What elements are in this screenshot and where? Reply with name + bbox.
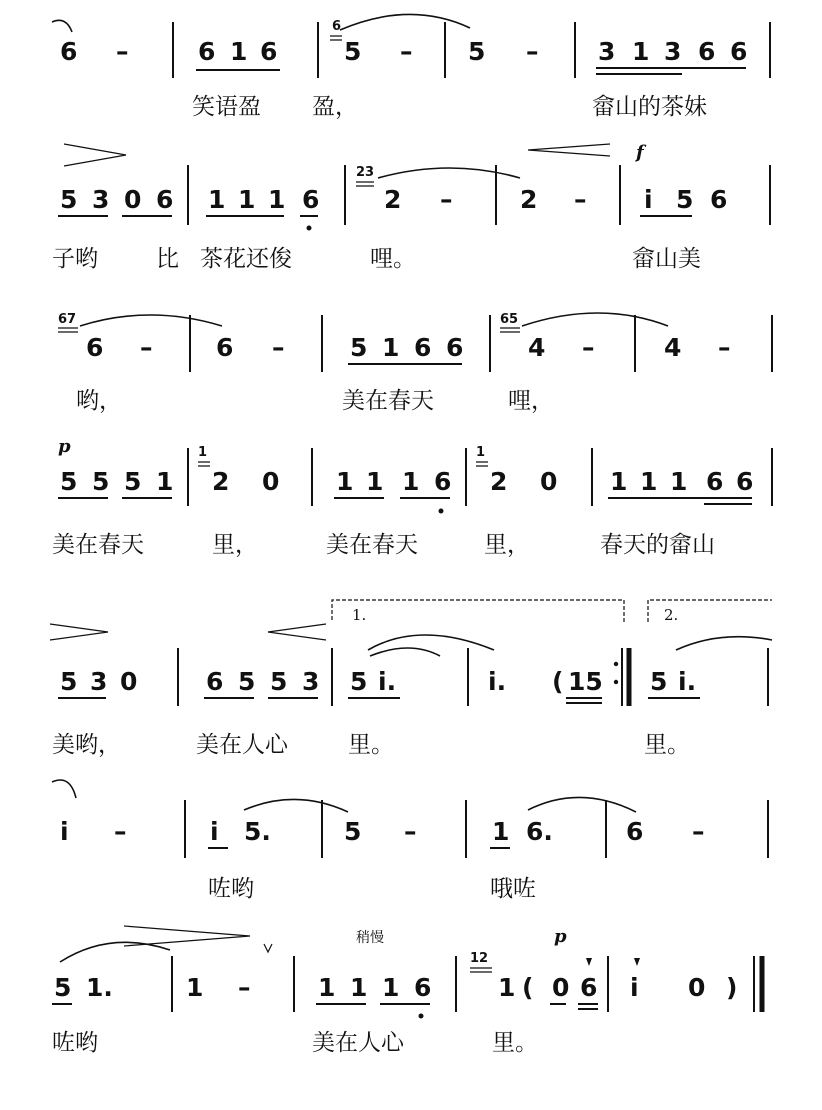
slur [80, 315, 222, 326]
lyric: 哦咗 [490, 876, 536, 902]
lyric: 盈， [312, 94, 358, 120]
breath-mark [264, 944, 272, 952]
score-row-2 [52, 142, 770, 272]
note: 5 [468, 37, 486, 66]
decrescendo-hairpin [64, 144, 126, 166]
note: 1 [336, 467, 354, 496]
note: – [114, 817, 127, 846]
lyric: 里。 [492, 1030, 538, 1056]
note: 5 [60, 467, 78, 496]
crescendo-hairpin [268, 624, 326, 640]
note: ( [522, 973, 534, 1002]
note: i. [678, 667, 697, 696]
grace-note: 12 [470, 951, 489, 966]
note: 6 [414, 973, 432, 1002]
note: 2 [520, 185, 538, 214]
note: 1 [402, 467, 420, 496]
lyric: 美在春天 [52, 532, 144, 558]
lyric: 里。 [644, 732, 690, 758]
lyric: 美在春天 [342, 388, 434, 414]
note: 1 [230, 37, 248, 66]
note: – [116, 37, 129, 66]
note: 0 [552, 973, 570, 1002]
grace-note: 23 [356, 165, 375, 180]
note: ) [726, 973, 738, 1002]
score-row-7 [52, 926, 762, 1056]
note: – [404, 817, 417, 846]
slur [528, 797, 636, 812]
score-row-5 [50, 600, 772, 758]
note: 0 [540, 467, 558, 496]
lyric: 畲山美 [632, 246, 701, 272]
note: 1 [318, 973, 336, 1002]
grace-beam [470, 968, 492, 972]
note: 0 [120, 667, 138, 696]
lower-octave-dot [439, 509, 444, 514]
lyric: 咗哟 [52, 1030, 98, 1056]
note: 0 [688, 973, 706, 1002]
note: 1 [670, 467, 688, 496]
grace-note: 6 [332, 19, 342, 34]
note: 6 [706, 467, 724, 496]
note: 5 [270, 667, 288, 696]
note: 6 [198, 37, 216, 66]
grace-beam [58, 328, 78, 332]
score-row-4 [52, 436, 772, 558]
note: – [400, 37, 413, 66]
grace-note: 65 [500, 312, 519, 327]
note: 4 [664, 333, 682, 362]
note: 6 [260, 37, 278, 66]
note: – [238, 973, 251, 1002]
grace-beam [330, 36, 342, 40]
lyric: 畲山的茶妹 [592, 94, 707, 120]
note: 3 [598, 37, 616, 66]
note: 0 [262, 467, 280, 496]
grace-beam [198, 462, 210, 466]
note: 3 [664, 37, 682, 66]
lyric: 咗哟 [208, 876, 254, 902]
note: – [140, 333, 153, 362]
score-row-6 [52, 780, 768, 902]
note: 6 [216, 333, 234, 362]
note: 1 [610, 467, 628, 496]
lyric: 比 [156, 246, 179, 272]
score-row-1 [52, 14, 770, 120]
note: 15 [568, 667, 603, 696]
note: 5 [350, 667, 368, 696]
slur [522, 313, 668, 326]
note: 6 [736, 467, 754, 496]
note: i [644, 185, 653, 214]
note: 3 [302, 667, 320, 696]
note: 5 [92, 467, 110, 496]
note: i [630, 973, 639, 1002]
score-row-3 [58, 312, 772, 414]
note: 4 [528, 333, 546, 362]
note: 5 [350, 333, 368, 362]
note: 6 [206, 667, 224, 696]
note: 1 [238, 185, 256, 214]
note: 5 [60, 667, 78, 696]
note: 5 [650, 667, 668, 696]
note: 6 [710, 185, 728, 214]
note: – [526, 37, 539, 66]
grace-note: 1 [198, 445, 208, 460]
slur [370, 648, 440, 656]
dynamic-mark: f [636, 142, 644, 163]
note: 1 [382, 333, 400, 362]
note: i [60, 817, 69, 846]
dynamic-mark: p [58, 436, 71, 457]
note: 6 [60, 37, 78, 66]
lyric: 里， [212, 532, 258, 558]
volta-label: 1. [352, 606, 367, 624]
note: 6 [434, 467, 452, 496]
lyric: 美在人心 [196, 732, 288, 758]
note: 6 [698, 37, 716, 66]
note: – [272, 333, 285, 362]
tie-arc [52, 20, 72, 32]
note: 5 [124, 467, 142, 496]
note: 3 [92, 185, 110, 214]
lyric: 美在人心 [312, 1030, 404, 1056]
note: 5 [676, 185, 694, 214]
lower-octave-dot [419, 1014, 424, 1019]
crescendo-hairpin [528, 144, 610, 156]
note: – [582, 333, 595, 362]
note: 5 [344, 817, 362, 846]
note: 1 [156, 467, 174, 496]
tempo-marking: 稍慢 [356, 930, 384, 946]
decrescendo-hairpin [50, 624, 108, 640]
grace-beam [476, 462, 488, 466]
lower-octave-dot [307, 226, 312, 231]
grace-note: 67 [58, 312, 77, 327]
note: 6 [446, 333, 464, 362]
lyric: 春天的畲山 [600, 532, 715, 558]
note: 2 [490, 467, 508, 496]
lyric: 哩， [508, 388, 554, 414]
lyric: 美哟， [52, 732, 121, 758]
note: – [574, 185, 587, 214]
dynamic-mark: p [554, 926, 567, 947]
lyric: 哟， [76, 388, 122, 414]
note: – [718, 333, 731, 362]
lyric: 子哟 [52, 246, 98, 272]
lyric: 里。 [348, 732, 394, 758]
note: i. [378, 667, 397, 696]
note: 1. [86, 973, 113, 1002]
slur [378, 168, 520, 178]
note: i. [488, 667, 507, 696]
accent-mark [634, 958, 640, 966]
note: 5. [244, 817, 271, 846]
slur [60, 942, 170, 962]
note: 1 [366, 467, 384, 496]
note: 2 [212, 467, 230, 496]
note: 2 [384, 185, 402, 214]
note: 1 [492, 817, 510, 846]
note: 1 [208, 185, 226, 214]
note: 1 [350, 973, 368, 1002]
lyric: 里， [484, 532, 530, 558]
note: 1 [268, 185, 286, 214]
note: 1 [632, 37, 650, 66]
lyric: 美在春天 [326, 532, 418, 558]
note: 6 [580, 973, 598, 1002]
note: 6. [526, 817, 553, 846]
accent-mark [586, 958, 592, 966]
note: 1 [186, 973, 204, 1002]
grace-note: 1 [476, 445, 486, 460]
note: 6 [86, 333, 104, 362]
repeat-dot [614, 680, 618, 684]
note: 1 [382, 973, 400, 1002]
note: – [692, 817, 705, 846]
note: 5 [238, 667, 256, 696]
lyric: 笑语盈 [192, 94, 261, 120]
grace-beam [356, 182, 374, 186]
note: 6 [730, 37, 748, 66]
tie-arc [52, 780, 76, 798]
lyric: 哩。 [370, 246, 416, 272]
note: 6 [302, 185, 320, 214]
note: – [440, 185, 453, 214]
note: 6 [156, 185, 174, 214]
note: ( [552, 667, 564, 696]
note: 0 [124, 185, 142, 214]
slur [244, 799, 348, 812]
note: 5 [60, 185, 78, 214]
note: 6 [626, 817, 644, 846]
slur [368, 635, 494, 650]
note: i [210, 817, 219, 846]
note: 5 [344, 37, 362, 66]
volta-bracket-1 [332, 600, 624, 622]
volta-label: 2. [664, 606, 679, 624]
slur [340, 14, 470, 30]
note: 1 [640, 467, 658, 496]
repeat-dot [614, 662, 618, 666]
slur [676, 637, 772, 650]
grace-beam [500, 328, 520, 332]
note: 1 [498, 973, 516, 1002]
lyric: 茶花还俊 [200, 246, 292, 272]
note: 3 [90, 667, 108, 696]
note: 6 [414, 333, 432, 362]
note: 5 [54, 973, 72, 1002]
